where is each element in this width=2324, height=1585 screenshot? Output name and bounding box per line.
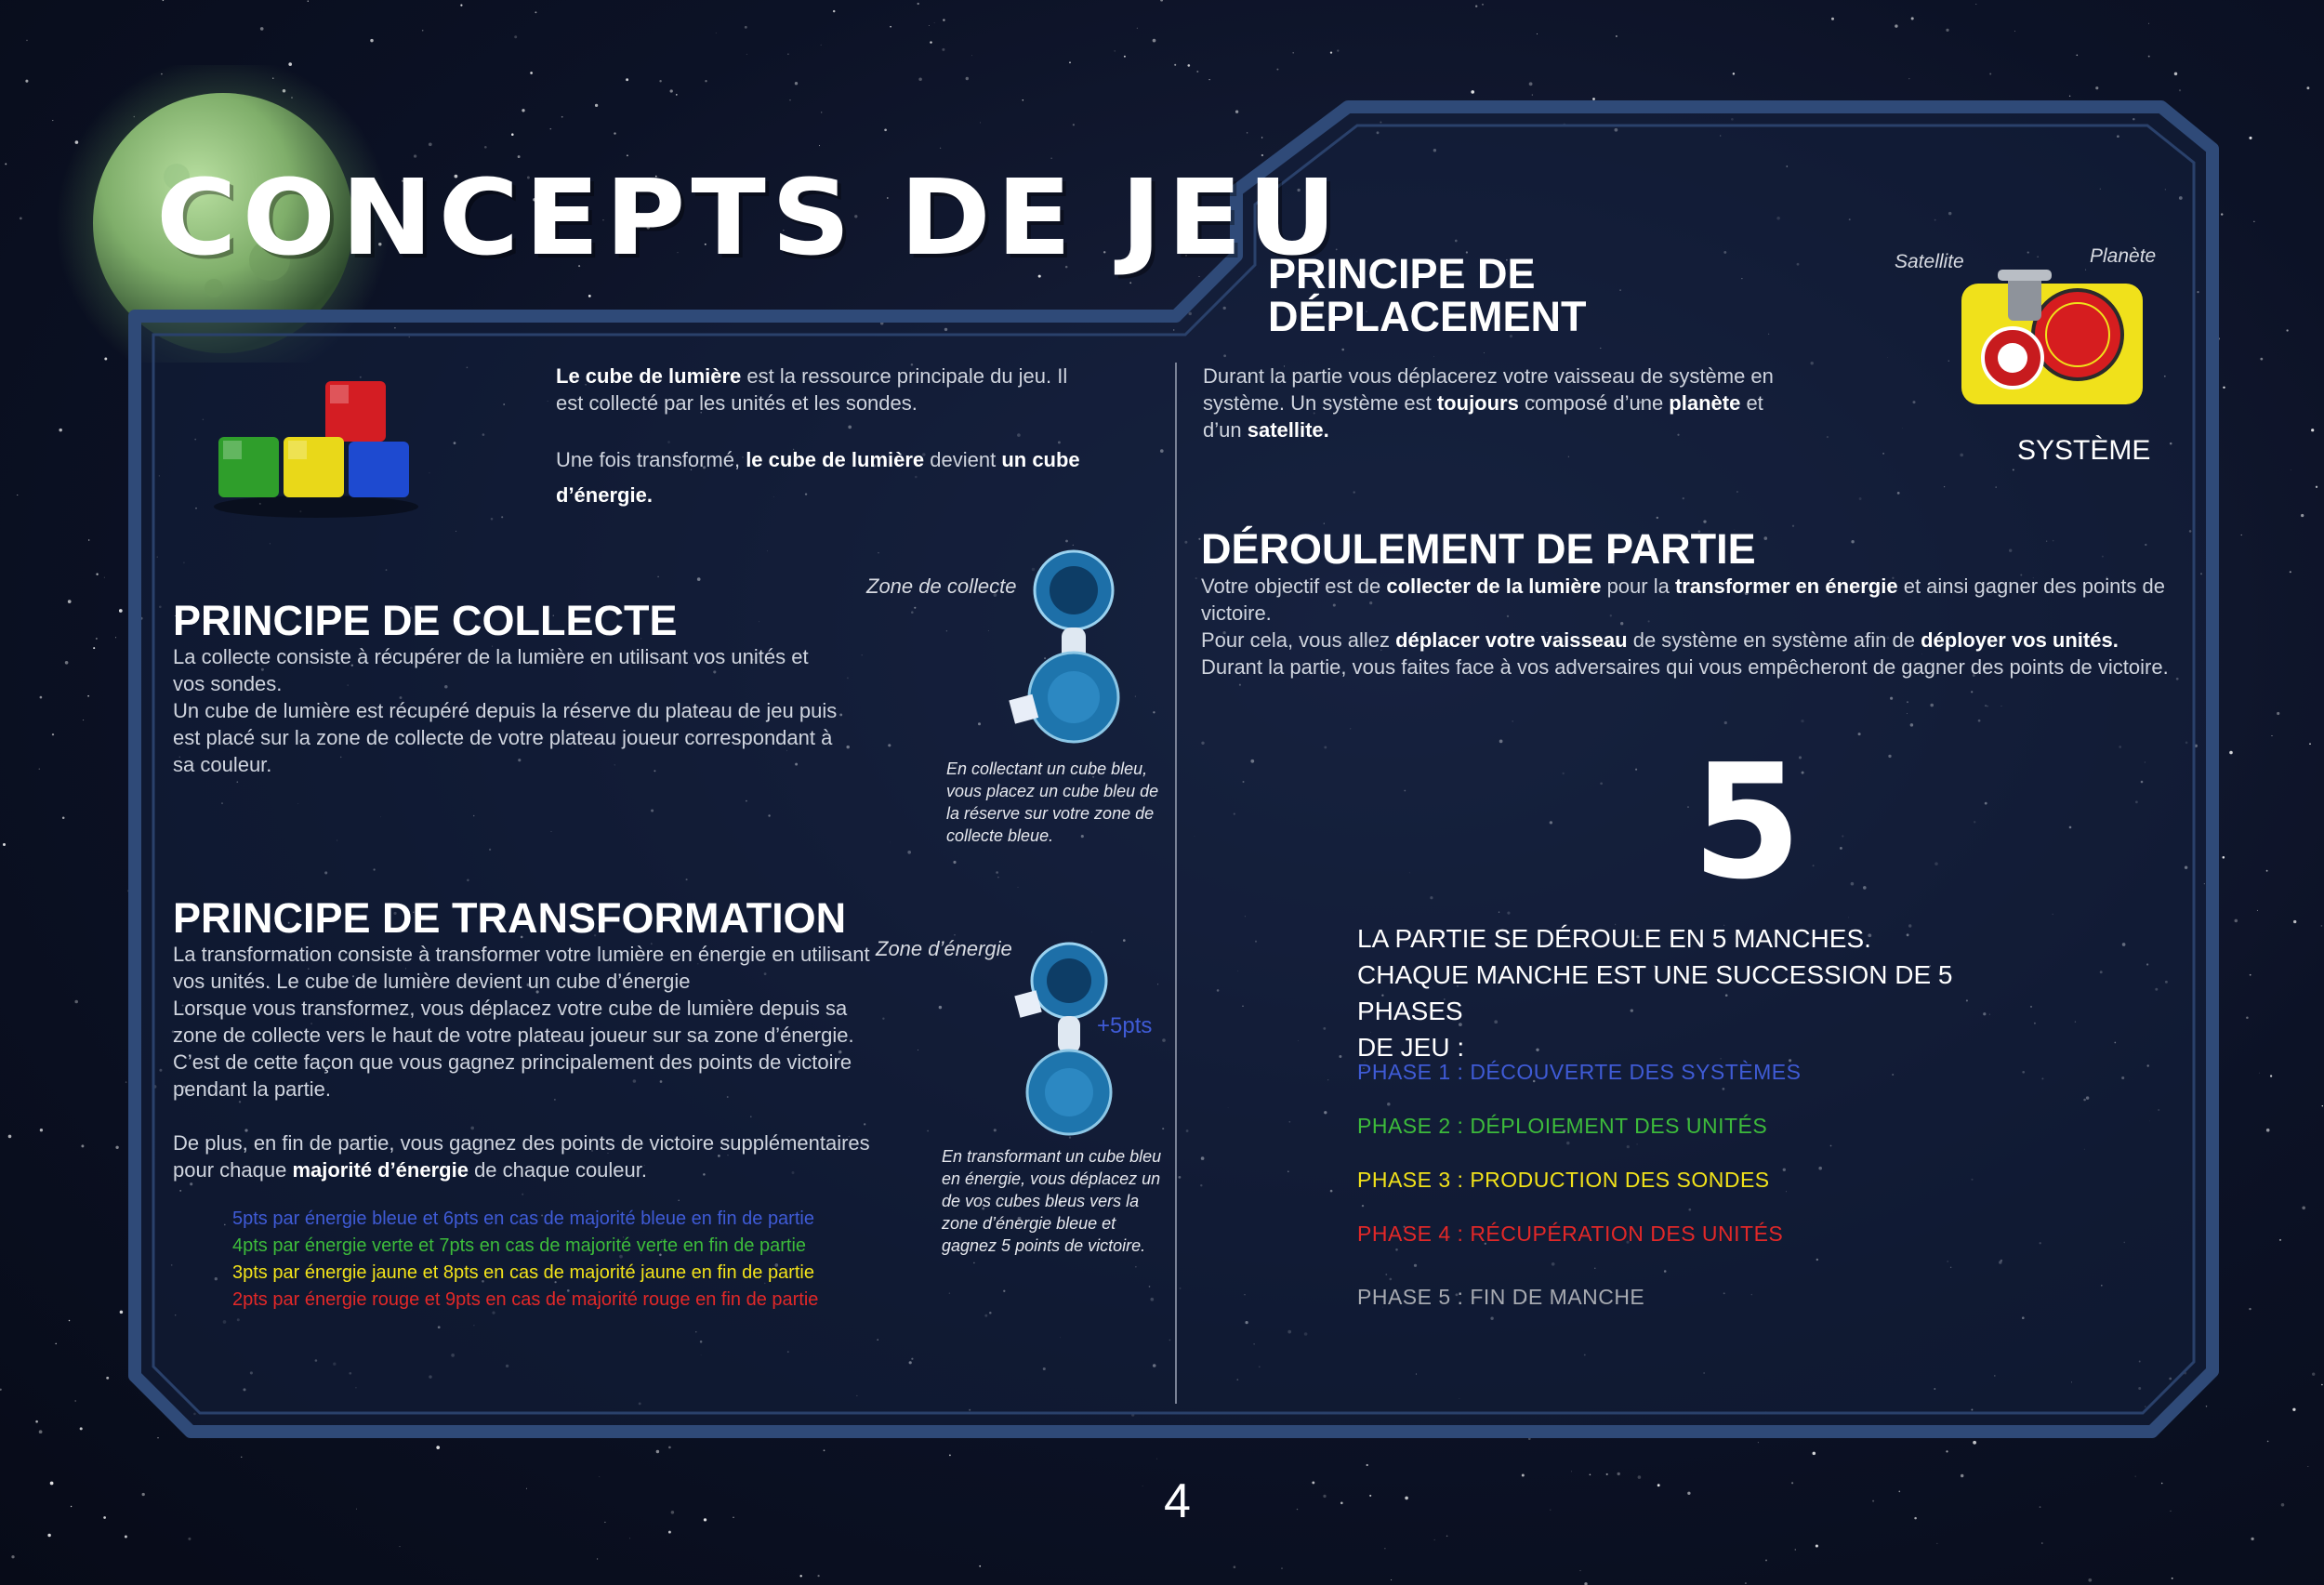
collecte-text: La collecte consiste à récupérer de la lumière en utilisant vos unités et vos sondes. Un cube de lumière est récupéré depuis la réserve du plateau de jeu puis est placé sur la zone de collecte de votre plateau joueur correspondant à sa couleur.: [173, 645, 838, 776]
deroulement-text: Votre objectif est de collecter de la lumière pour la transformer en énergie et ainsi gagner des points de victoire. Pour cela, vous allez déplacer votre vaisseau de système en système afin de déployer vos unités. Durant la partie, vous faites face à vos adversaires qui vous empêcheront de gagner des points de victoire.: [1201, 575, 2169, 679]
energie-zone-label: Zone d’énergie: [876, 937, 1012, 960]
cube-paragraph-1: Le cube de lumière est la ressource principale du jeu. Il est collecté par les unités et les sondes.: [556, 364, 1068, 415]
page-number: 4: [1164, 1474, 1191, 1528]
collecte-caption: En collectant un cube bleu, vous placez un cube bleu de la réserve sur votre zone de collecte bleue.: [946, 759, 1159, 845]
phase-1: PHASE 1 : DÉCOUVERTE DES SYSTÈMES: [1357, 1060, 1802, 1084]
majority-points-list: [232, 1206, 939, 1314]
points-line-yellow: 3pts par énergie jaune et 8pts en cas de majorité jaune en fin de partie: [232, 1262, 814, 1283]
transformation-text: La transformation consiste à transformer votre lumière en énergie en utilisant vos unités. Le cube de lumière devient un cube d’énergie Lorsque vous transformez, vous déplacez votre cube de lumière depuis sa zone de collecte vers le haut de votre plateau joueur sur sa zone d’énergie. C’est de cette façon que vous gagnez principalement des points de victoire pendant la partie. De plus, en fin de partie, vous gagnez des points de victoire supplémentaires pour chaque majorité d’énergie de chaque couleur.: [173, 943, 870, 1182]
phase-3: PHASE 3 : PRODUCTION DES SONDES: [1357, 1168, 1770, 1192]
satellite-label: Satellite: [1895, 251, 1964, 272]
collecte-heading: PRINCIPE DE COLLECTE: [173, 597, 678, 644]
system-tile-illustration: [1957, 265, 2147, 409]
deplacement-heading: PRINCIPE DE DÉPLACEMENT: [1268, 250, 1587, 340]
big-number-five: 5: [1692, 731, 1802, 915]
phase-4: PHASE 4 : RÉCUPÉRATION DES UNITÉS: [1357, 1222, 1784, 1246]
points-line-red: 2pts par énergie rouge et 9pts en cas de majorité rouge en fin de partie: [232, 1289, 819, 1310]
points-line-blue: 5pts par énergie bleue et 6pts en cas de majorité bleue en fin de partie: [232, 1209, 814, 1229]
collecte-board-illustration: [1004, 548, 1134, 744]
planete-label: Planète: [2090, 245, 2157, 267]
plus-points-label: +5pts: [1097, 1013, 1153, 1038]
deroulement-heading: DÉROULEMENT DE PARTIE: [1201, 525, 1756, 573]
deplacement-text: Durant la partie vous déplacerez votre vaisseau de système en système. Un système est toujours composé d’une planète et d’un satellite.: [1203, 364, 1774, 442]
systeme-label: SYSTÈME: [2017, 435, 2151, 466]
light-cubes-illustration: [209, 372, 423, 521]
cube-paragraph-2: Une fois transformé, le cube de lumière devient un cube d’énergie.: [556, 448, 1080, 507]
transformation-caption: En transformant un cube bleu en énergie, vous déplacez un de vos cubes bleus vers la zone d’énergie bleue et gagnez 5 points de victoire.: [942, 1147, 1162, 1255]
page-title: CONCEPTS DE JEU: [156, 156, 1342, 279]
phase-2: PHASE 2 : DÉPLOIEMENT DES UNITÉS: [1357, 1114, 1768, 1138]
phase-5: PHASE 5 : FIN DE MANCHE: [1357, 1285, 1645, 1309]
phases-list: [1357, 1060, 2008, 1339]
transformation-heading: PRINCIPE DE TRANSFORMATION: [173, 894, 847, 942]
collecte-zone-label: Zone de collecte: [866, 575, 1017, 598]
points-line-green: 4pts par énergie verte et 7pts en cas de majorité verte en fin de partie: [232, 1235, 807, 1256]
manches-text: LA PARTIE SE DÉROULE EN 5 MANCHES. CHAQUE MANCHE EST UNE SUCCESSION DE 5 PHASES DE JEU :: [1357, 924, 1953, 1062]
